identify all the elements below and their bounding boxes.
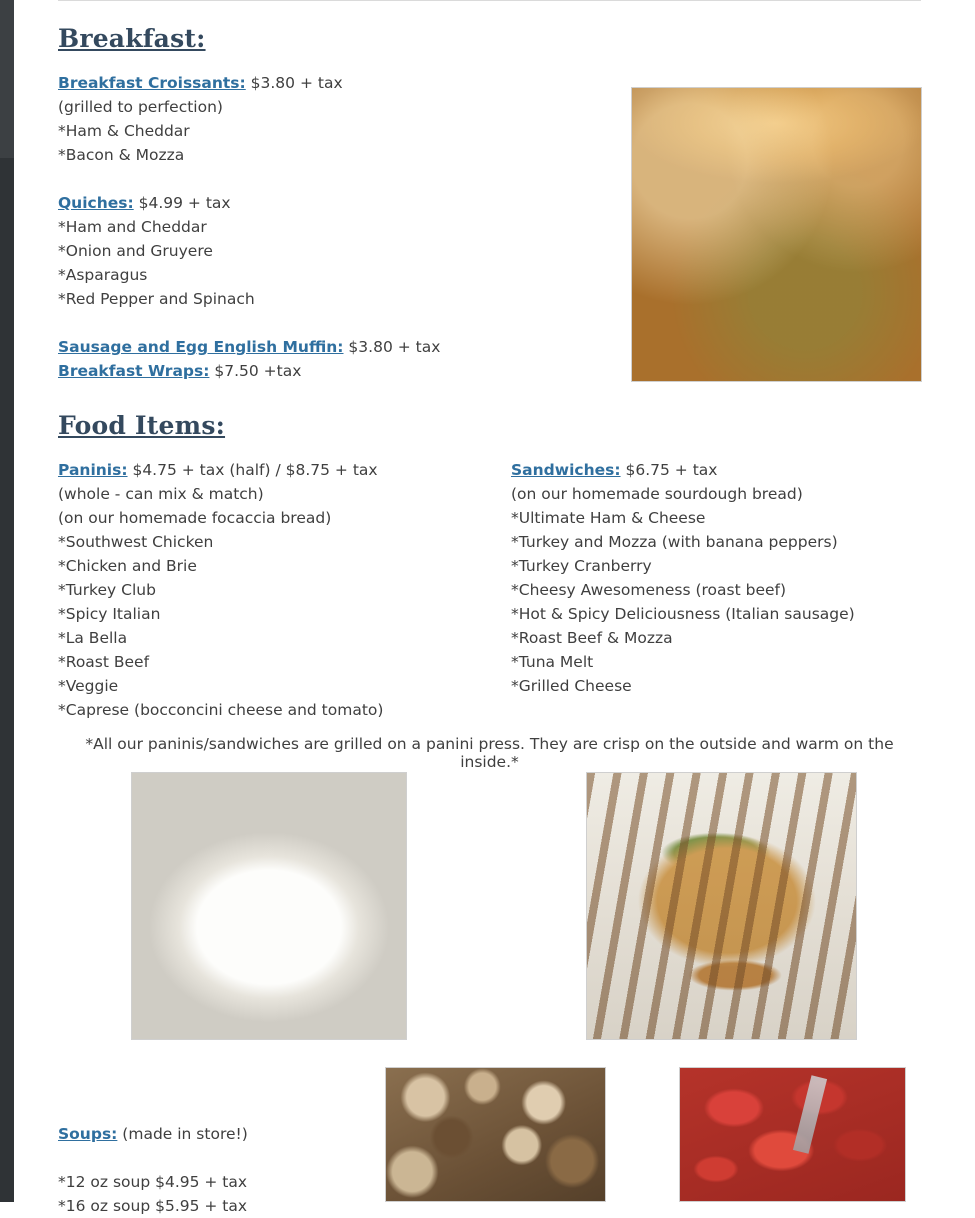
soups-block [58, 1122, 358, 1218]
list-item: *Hot & Spicy Deliciousness (Italian sausage) [511, 605, 855, 623]
list-item: *La Bella [58, 629, 128, 647]
list-item: *16 oz soup $5.95 + tax [58, 1197, 248, 1215]
list-item: *Onion and Gruyere [58, 242, 213, 260]
breakfast-heading: Breakfast: [58, 24, 206, 53]
left-rail-bottom [0, 158, 14, 1202]
list-item: (on our homemade sourdough bread) [511, 485, 803, 503]
panini-plate-photo [131, 772, 407, 1040]
list-item: *Ham and Cheddar [58, 218, 207, 236]
list-item: *Turkey Club [58, 581, 156, 599]
breakfast-croissants-price: $3.80 + tax [245, 74, 343, 92]
breakfast-wraps-price: $7.50 +tax [209, 362, 302, 380]
panini-closeup-photo [586, 772, 857, 1040]
list-item: *Southwest Chicken [58, 533, 214, 551]
grill-note: *All our paninis/sandwiches are grilled on a panini press. They are crisp on the outside and warm on the inside.* [85, 735, 894, 771]
list-item: *Spicy Italian [58, 605, 161, 623]
sandwiches-label: Sandwiches: [511, 461, 621, 479]
list-item: *Grilled Cheese [511, 677, 632, 695]
breakfast-wraps-label: Breakfast Wraps: [58, 362, 210, 380]
paninis-price: $4.75 + tax (half) / $8.75 + tax [127, 461, 378, 479]
sandwiches-column [511, 458, 931, 698]
breakfast-croissants-label: Breakfast Croissants: [58, 74, 246, 92]
paninis-label: Paninis: [58, 461, 128, 479]
list-item: *Veggie [58, 677, 119, 695]
list-item: *Tuna Melt [511, 653, 594, 671]
list-item: *Bacon & Mozza [58, 146, 185, 164]
ham-croissant-photo [631, 87, 922, 382]
list-item: *Turkey Cranberry [511, 557, 652, 575]
list-item: *Ham & Cheddar [58, 122, 190, 140]
sandwiches-price: $6.75 + tax [620, 461, 718, 479]
soups-note: (made in store!) [117, 1125, 248, 1143]
list-item: *Asparagus [58, 266, 148, 284]
food-items-heading: Food Items: [58, 411, 226, 440]
list-item [58, 71, 618, 95]
list-item [58, 359, 618, 383]
breakfast-list [58, 71, 618, 383]
list-item: *12 oz soup $4.95 + tax [58, 1173, 248, 1191]
list-item: *Turkey and Mozza (with banana peppers) [511, 533, 838, 551]
spacer [58, 311, 618, 335]
sausage-egg-muffin-label: Sausage and Egg English Muffin: [58, 338, 344, 356]
list-item: *Red Pepper and Spinach [58, 290, 255, 308]
list-item: (whole - can mix & match) [58, 485, 264, 503]
list-item [58, 458, 498, 482]
paninis-column [58, 458, 498, 722]
list-item [511, 458, 931, 482]
spacer [58, 167, 618, 191]
tomato-soup-photo [679, 1067, 906, 1202]
list-item: (on our homemade focaccia bread) [58, 509, 332, 527]
list-item [58, 191, 618, 215]
top-divider [58, 0, 921, 1]
spacer [58, 1146, 358, 1170]
list-item: *Roast Beef [58, 653, 150, 671]
soups-label: Soups: [58, 1125, 118, 1143]
list-item: *Cheesy Awesomeness (roast beef) [511, 581, 787, 599]
list-item [58, 335, 618, 359]
quiches-label: Quiches: [58, 194, 134, 212]
list-item: *Chicken and Brie [58, 557, 197, 575]
left-rail-top [0, 0, 14, 158]
list-item [58, 1122, 358, 1146]
mushroom-soup-photo [385, 1067, 606, 1202]
quiches-price: $4.99 + tax [133, 194, 231, 212]
list-item: *Caprese (bocconcini cheese and tomato) [58, 701, 384, 719]
list-item: *Ultimate Ham & Cheese [511, 509, 706, 527]
list-item: *Roast Beef & Mozza [511, 629, 673, 647]
list-item: (grilled to perfection) [58, 98, 223, 116]
sausage-egg-muffin-price: $3.80 + tax [343, 338, 441, 356]
